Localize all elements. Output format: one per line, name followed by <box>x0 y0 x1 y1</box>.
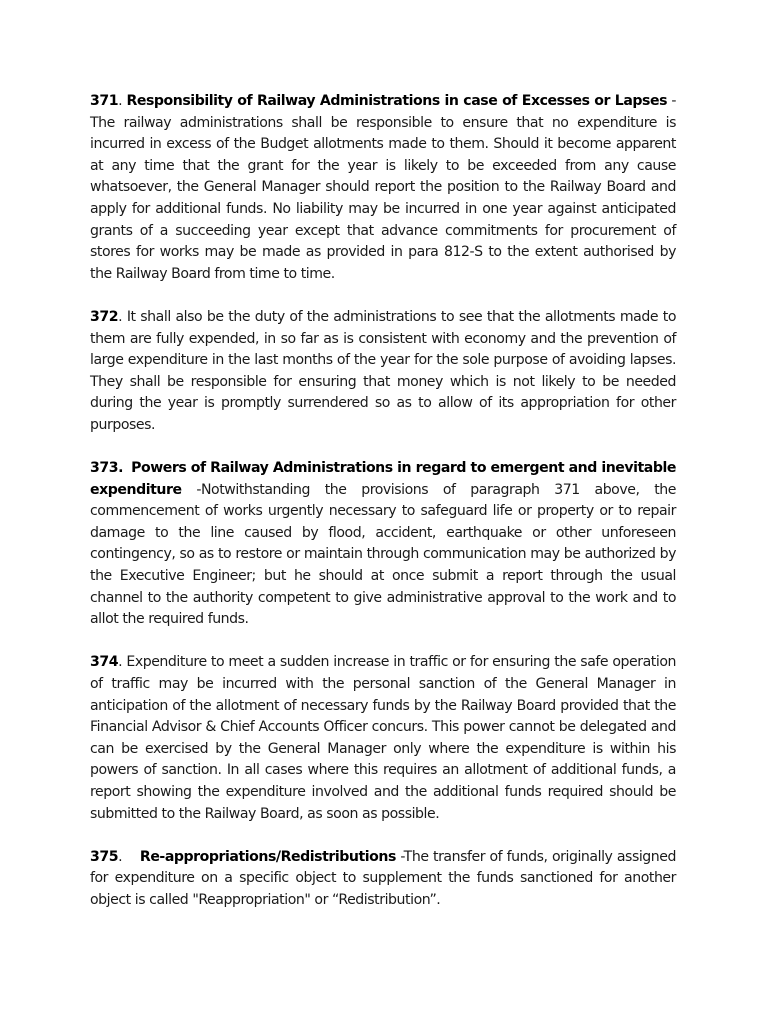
paragraph-body: Expenditure to meet a sudden increase in traffic or for ensuring the safe operation of traffic may be incurred with the personal sanction of the General Manager in anticipation of the allotment of necessary funds by the Railway Board provided that the Financial Advisor & Chief Accounts Officer concurs. This power cannot be delegated and can be exercised by the General Manager only where the expenditure is within his powers of sanction. In all cases where this requires an allotment of additional funds, a report showing the expenditure involved and the additional funds required should be submitted to the Railway Board, as soon as possible. <box>90 654 676 822</box>
paragraph-separator: . <box>118 654 127 671</box>
paragraph-number: 372 <box>90 308 119 325</box>
paragraph-373 <box>90 458 676 631</box>
paragraph-374 <box>90 652 676 825</box>
paragraph-375 <box>90 847 676 912</box>
paragraph-separator: . <box>118 848 140 865</box>
paragraph-heading: Responsibility of Railway Administrations in case of Excesses or Lapses <box>126 93 668 109</box>
paragraph-number: 375 <box>90 848 119 865</box>
paragraph-body: It shall also be the duty of the administrations to see that the allotments made to them are fully expended, in so far as is consistent with economy and the prevention of large expenditure in the last months of the year for the sole purpose of avoiding lapses. They shall be responsible for ensuring that money which is not likely to be needed during the year is promptly surrendered so as to allow of its appropriation for other purposes. <box>90 308 677 433</box>
paragraph-number: 371 <box>90 93 119 109</box>
paragraph-372 <box>90 307 676 437</box>
paragraph-separator: . <box>118 308 127 325</box>
paragraph-body: -The transfer of funds, originally assigned for expenditure on a specific object to supplement the funds sanctioned for another object is called "Reappropriation" or “Redistribution”. <box>90 848 677 908</box>
paragraph-heading: Powers of Railway Administrations in regard to emergent and inevitable expenditure <box>90 460 677 498</box>
paragraph-separator: . <box>118 93 127 109</box>
paragraph-number: 373. <box>90 460 123 477</box>
paragraph-separator <box>123 460 131 476</box>
paragraph-number: 374 <box>90 654 119 671</box>
document-page <box>90 91 676 933</box>
paragraph-371 <box>90 91 676 285</box>
paragraph-heading: Re-appropriations/Redistributions <box>139 848 396 865</box>
paragraph-body: -The railway administrations shall be responsible to ensure that no expenditure is incurred in excess of the Budget allotments made to them. Should it become apparent at any time that the grant for the year is likely to be exceeded from any cause whatsoever, the General Manager should report the position to the Railway Board and apply for additional funds. No liability may be incurred in one year against anticipated grants of a succeeding year except that advance commitments for procurement of stores for works may be made as provided in para 812-S to the extent authorised by the Railway Board from time to time. <box>90 93 677 282</box>
paragraph-body: -Notwithstanding the provisions of paragraph 371 above, the commencement of works urgently necessary to safeguard life or property or to repair damage to the line caused by flood, accident, earthquake or other unforeseen contingency, so as to restore or maintain through communication may be authorized by the Executive Engineer; but he should at once submit a report through the usual channel to the authority competent to give administrative approval to the work and to allot the required funds. <box>90 481 676 628</box>
